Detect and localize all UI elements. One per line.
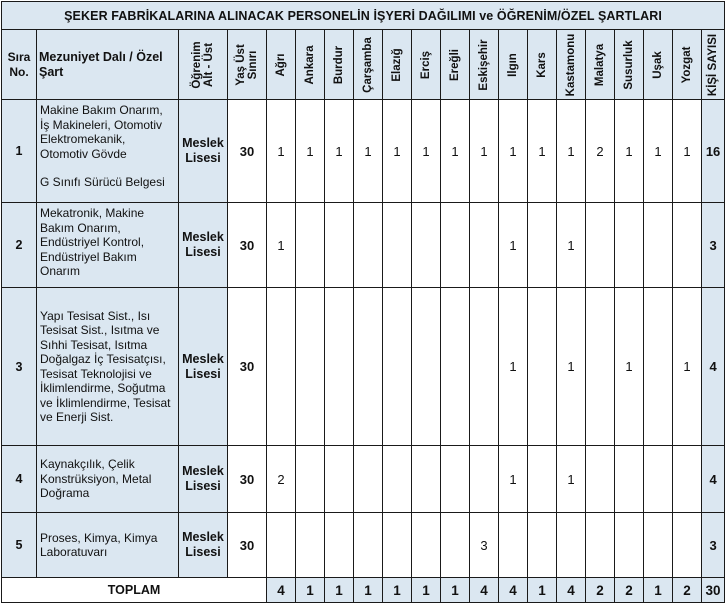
row-ogrenim [179,513,228,578]
city-count-cell: 1 [499,446,528,513]
header-kisi-sayisi [702,30,725,100]
city-count-cell: 1 [470,100,499,203]
city-count-cell [557,513,586,578]
header-city [325,30,354,100]
row-mezuniyet [37,288,179,446]
total-count-cell: 1 [354,578,383,603]
header-city [673,30,702,100]
ogrenim-line2: Lisesi [185,366,221,381]
city-count-cell [296,446,325,513]
header-city [354,30,383,100]
city-count-cell [644,446,673,513]
table-title: ŞEKER FABRİKALARINA ALINACAK PERSONELİN İŞYERİ DAĞILIMI ve ÖĞRENİM/ÖZEL ŞARTLARI [2,2,725,30]
ogrenim-line2: Lisesi [185,479,221,493]
mezuniyet-line: Endüstriyel Kontrol, [40,235,145,249]
city-count-cell [586,203,615,288]
row-mezuniyet [37,203,179,288]
city-count-cell [296,513,325,578]
ozel-sart: G Sınıfı Sürücü Belgesi [40,175,165,189]
mezuniyet-line: Sıhhi Tesisat, Isıtma [40,337,148,352]
row-kisi-sayisi: 4 [702,288,725,446]
city-count-cell [441,446,470,513]
table-row [2,203,725,288]
header-city [296,30,325,100]
header-city [470,30,499,100]
city-count-cell [615,513,644,578]
city-count-cell: 1 [499,288,528,446]
header-city [267,30,296,100]
total-count-cell: 1 [441,578,470,603]
mezuniyet-line: ve Enerji Sist. [40,410,114,424]
total-count-cell: 1 [296,578,325,603]
mezuniyet-line: Konstrüksiyon, Metal [40,471,152,486]
city-count-cell: 1 [499,203,528,288]
total-kisi-sayisi: 30 [702,578,725,603]
row-ogrenim [179,100,228,203]
city-count-cell [325,446,354,513]
mezuniyet-line: Mekatronik, Makine [40,206,145,220]
title-row [2,2,725,30]
row-yas: 30 [228,100,267,203]
header-city-label: Eskişehir [478,38,490,91]
city-count-cell [412,446,441,513]
table-row [2,100,725,203]
city-count-cell [470,288,499,446]
city-count-cell [325,203,354,288]
city-count-cell [383,203,412,288]
city-count-cell [354,288,383,446]
header-city-label: Ilgın [507,52,519,77]
city-count-cell [412,288,441,446]
city-count-cell: 1 [499,100,528,203]
ogrenim-line2: Lisesi [185,245,221,259]
city-count-cell: 2 [267,446,296,513]
header-city-label: Yozgat [681,46,693,83]
city-count-cell [528,446,557,513]
toplam-label: TOPLAM [2,578,267,603]
total-count-cell: 4 [557,578,586,603]
header-city [383,30,412,100]
row-number: 1 [2,100,37,203]
city-count-cell: 1 [325,100,354,203]
city-count-cell: 1 [267,203,296,288]
row-ogrenim [179,446,228,513]
header-sira-line1: Sıra [7,49,31,64]
mezuniyet-line: Bakım Onarım, [40,220,121,235]
header-city-label: Susurluk [623,39,635,90]
header-city [441,30,470,100]
header-city-label: Malatya [594,43,606,86]
city-count-cell [470,446,499,513]
row-yas: 30 [228,446,267,513]
ogrenim-line1: Meslek [182,464,224,478]
ogrenim-line1: Meslek [182,136,224,150]
row-kisi-sayisi: 3 [702,513,725,578]
table-row [2,513,725,578]
mezuniyet-line: Elektromekanik, [40,132,126,146]
mezuniyet-line: Laboratuvarı [40,545,108,559]
city-count-cell [673,513,702,578]
row-number: 2 [2,203,37,288]
ogrenim-line1: Meslek [182,351,224,366]
header-ogrenim-line1: Öğrenim [191,40,203,89]
mezuniyet-line: ve İklimlendirme, Tesisat [40,395,171,410]
row-kisi-sayisi: 4 [702,446,725,513]
row-mezuniyet [37,446,179,513]
city-count-cell [644,513,673,578]
totals-row [2,578,725,603]
header-city [586,30,615,100]
header-yas-line1: Yaş Üst [235,43,247,86]
header-ogrenim-line2: Alt - Üst [203,42,215,87]
header-city [528,30,557,100]
city-count-cell [528,513,557,578]
header-city-label: Uşak [652,50,664,79]
header-yas [228,30,267,100]
row-kisi-sayisi: 3 [702,203,725,288]
table-row [2,288,725,446]
city-count-cell [441,513,470,578]
row-mezuniyet [37,513,179,578]
total-count-cell: 4 [267,578,296,603]
header-city [499,30,528,100]
header-city-label: Ankara [304,45,316,84]
city-count-cell [383,446,412,513]
header-sira-no [2,30,37,100]
city-count-cell: 1 [644,100,673,203]
row-number: 4 [2,446,37,513]
city-count-cell [673,446,702,513]
header-mezuniyet: Mezuniyet Dalı / Özel Şart [37,30,179,100]
header-sira-line2: No. [9,64,29,79]
city-count-cell [383,288,412,446]
total-count-cell: 1 [644,578,673,603]
row-yas: 30 [228,288,267,446]
row-kisi-sayisi: 16 [702,100,725,203]
total-count-cell: 1 [528,578,557,603]
header-yas-line2: Sınırı [247,50,259,79]
city-count-cell [528,203,557,288]
city-count-cell: 1 [557,446,586,513]
header-city [557,30,586,100]
total-count-cell: 1 [383,578,412,603]
header-kisi-label: KİŞİ SAYISI [707,33,720,96]
mezuniyet-line: İş Makineleri, Otomotiv [40,117,163,132]
total-count-cell: 2 [615,578,644,603]
mezuniyet-line: Endüstriyel Bakım [40,249,137,264]
header-city-label: Çarşamba [362,36,374,93]
row-ogrenim [179,203,228,288]
city-count-cell [586,513,615,578]
ogrenim-line2: Lisesi [185,545,221,559]
total-count-cell: 2 [673,578,702,603]
city-count-cell: 1 [528,100,557,203]
mezuniyet-line: İklimlendirme, Soğutma [40,381,166,395]
row-number: 5 [2,513,37,578]
mezuniyet-line: Tesisat Teknolojisi ve [40,366,152,381]
header-city-label: Elazığ [391,47,403,82]
city-count-cell [267,513,296,578]
city-count-cell [441,203,470,288]
city-count-cell: 1 [441,100,470,203]
city-count-cell [354,446,383,513]
header-city-label: Erciş [420,50,432,79]
mezuniyet-line: Tesisat Sist., Isıtma ve [40,323,160,337]
city-count-cell: 1 [557,288,586,446]
city-count-cell [644,288,673,446]
row-ogrenim [179,288,228,446]
header-city [615,30,644,100]
city-count-cell [296,203,325,288]
mezuniyet-line: Onarım [40,264,81,278]
mezuniyet-line: Doğrama [40,486,90,501]
header-city [412,30,441,100]
city-count-cell: 1 [267,100,296,203]
city-count-cell [325,288,354,446]
header-city-label: Burdur [333,45,345,84]
city-count-cell [412,203,441,288]
city-count-cell: 1 [673,100,702,203]
city-count-cell: 1 [557,100,586,203]
city-count-cell [586,446,615,513]
city-count-cell: 1 [383,100,412,203]
header-city-label: Kars [536,51,548,78]
total-count-cell: 2 [586,578,615,603]
city-count-cell: 1 [354,100,383,203]
city-count-cell: 2 [586,100,615,203]
personnel-distribution-table [1,1,725,603]
mezuniyet-line: Kaynakçılık, Çelik [40,457,135,472]
city-count-cell: 1 [615,100,644,203]
city-count-cell [644,203,673,288]
mezuniyet-line: Yapı Tesisat Sist., Isı [40,308,151,323]
city-count-cell [499,513,528,578]
city-count-cell [615,203,644,288]
city-count-cell [267,288,296,446]
city-count-cell [673,203,702,288]
header-row [2,30,725,100]
city-count-cell: 3 [470,513,499,578]
row-yas: 30 [228,513,267,578]
city-count-cell [383,513,412,578]
row-yas: 30 [228,203,267,288]
city-count-cell [354,513,383,578]
ogrenim-line1: Meslek [182,530,224,544]
city-count-cell: 1 [412,100,441,203]
header-city-label: Ağrı [275,53,287,76]
row-number: 3 [2,288,37,446]
city-count-cell [441,288,470,446]
mezuniyet-line: Otomotiv Gövde [40,146,127,161]
total-count-cell: 4 [499,578,528,603]
city-count-cell [412,513,441,578]
city-count-cell: 1 [557,203,586,288]
total-count-cell: 1 [412,578,441,603]
total-count-cell: 4 [470,578,499,603]
city-count-cell: 1 [673,288,702,446]
city-count-cell [615,446,644,513]
city-count-cell [354,203,383,288]
ogrenim-line2: Lisesi [185,151,221,165]
ogrenim-line1: Meslek [182,230,224,244]
mezuniyet-line: Doğalgaz İç Tesisatçısı, [40,352,166,366]
city-count-cell [528,288,557,446]
header-city [644,30,673,100]
total-count-cell: 1 [325,578,354,603]
mezuniyet-line: Proses, Kimya, Kimya [40,530,158,545]
city-count-cell: 1 [615,288,644,446]
mezuniyet-line: Makine Bakım Onarım, [40,103,163,117]
header-ogrenim [179,30,228,100]
header-city-label: Kastamonu [565,33,577,96]
header-city-label: Ereğli [449,48,461,81]
city-count-cell [325,513,354,578]
table-row [2,446,725,513]
city-count-cell [296,288,325,446]
city-count-cell: 1 [296,100,325,203]
city-count-cell [470,203,499,288]
city-count-cell [586,288,615,446]
row-mezuniyet [37,100,179,203]
